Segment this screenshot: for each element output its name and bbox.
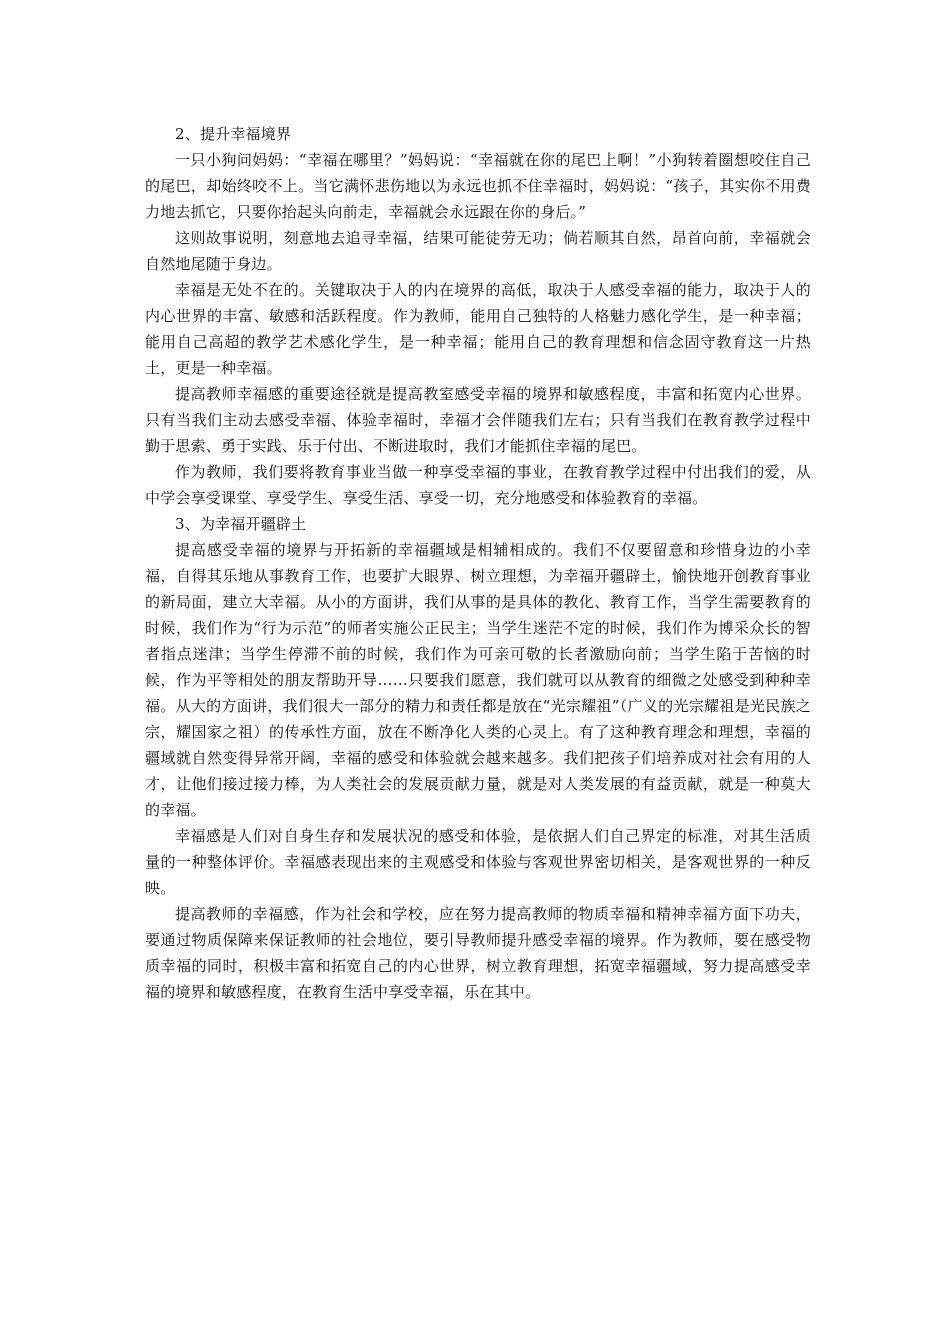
paragraph-happiness-everywhere: 幸福是无处不在的。关键取决于人的内在境界的高低，取决于人感受幸福的能力，取决于人的内心世界的丰富、敏感和活跃程度。作为教师，能用自己独特的人格魅力感化学生，是一种幸福；能用自己高超的教学艺术感化学生，是一种幸福；能用自己的教育理想和信念固守教育这一片热土，更是一种幸福。 [145,281,811,377]
document-body [145,121,811,1005]
paragraph-new-frontier: 提高感受幸福的境界与开拓新的幸福疆域是相辅相成的。我们不仅要留意和珍惜身边的小幸福，自得其乐地从事教育工作，也要扩大眼界、树立理想，为幸福开疆辟土，愉快地开创教育事业的新局面，建立大幸福。从小的方面讲，我们从事的是具体的教化、教育工作，当学生需要教育的时候，我们作为“行为示范”的师者实施公正民主；当学生迷茫不定的时候，我们作为博采众长的智者指点迷津；当学生停滞不前的时候，我们作为可亲可敬的长者激励向前；当学生陷于苦恼的时候，作为平等相处的朋友帮助开导……只要我们愿意，我们就可以从教育的细微之处感受到种种幸福。从大的方面讲，我们很大一部分的精力和责任都是放在“光宗耀祖”（广义的光宗耀祖是光民族之宗，耀国家之祖）的传承性方面，放在不断净化人类的心灵上。有了这种教育理念和理想，幸福的疆域就自然变得异常开阔，幸福的感受和体验就会越来越多。我们把孩子们培养成对社会有用的人才，让他们接过接力棒，为人类社会的发展贡献力量，就是对人类发展的有益贡献，就是一种莫大的幸福。 [145,541,811,819]
section-heading-2: 2、提升幸福境界 [175,125,292,143]
paragraph-conclusion: 提高教师的幸福感，作为社会和学校，应在努力提高教师的物质幸福和精神幸福方面下功夫，要通过物质保障来保证教师的社会地位，要引导教师提升感受幸福的境界。作为教师，要在感受物质幸福的同时，积极丰富和拓宽自己的内心世界，树立教育理想，拓宽幸福疆域，努力提高感受幸福的境界和敏感程度，在教育生活中享受幸福，乐在其中。 [145,905,811,1001]
paragraph-improve-happiness: 提高教师幸福感的重要途径就是提高教室感受幸福的境界和敏感程度，丰富和拓宽内心世界。只有当我们主动去感受幸福、体验幸福时，幸福才会伴随我们左右；只有当我们在教育教学过程中勤于思索、勇于实践、乐于付出、不断进取时，我们才能抓住幸福的尾巴。 [145,385,811,455]
section-heading-3: 3、为幸福开疆辟土 [175,515,307,533]
paragraph-story-meaning: 这则故事说明，刻意地去追寻幸福，结果可能徒劳无功；倘若顺其自然，昂首向前，幸福就会自然地尾随于身边。 [145,229,811,273]
paragraph-happiness-definition: 幸福感是人们对自身生存和发展状况的感受和体验，是依据人们自己界定的标准，对其生活质量的一种整体评价。幸福感表现出来的主观感受和体验与客观世界密切相关，是客观世界的一种反映。 [145,827,811,897]
paragraph-puppy-story: 一只小狗问妈妈：“幸福在哪里？”妈妈说：“幸福就在你的尾巴上啊！”小狗转着圈想咬住自己的尾巴，却始终咬不上。当它满怀悲伤地以为永远也抓不住幸福时，妈妈说：“孩子，其实你不用费力地去抓它，只要你抬起头向前走，幸福就会永远跟在你的身后。” [145,151,811,221]
paragraph-as-teacher: 作为教师，我们要将教育事业当做一种享受幸福的事业，在教育教学过程中付出我们的爱，从中学会享受课堂、享受学生、享受生活、享受一切，充分地感受和体验教育的幸福。 [145,463,811,507]
